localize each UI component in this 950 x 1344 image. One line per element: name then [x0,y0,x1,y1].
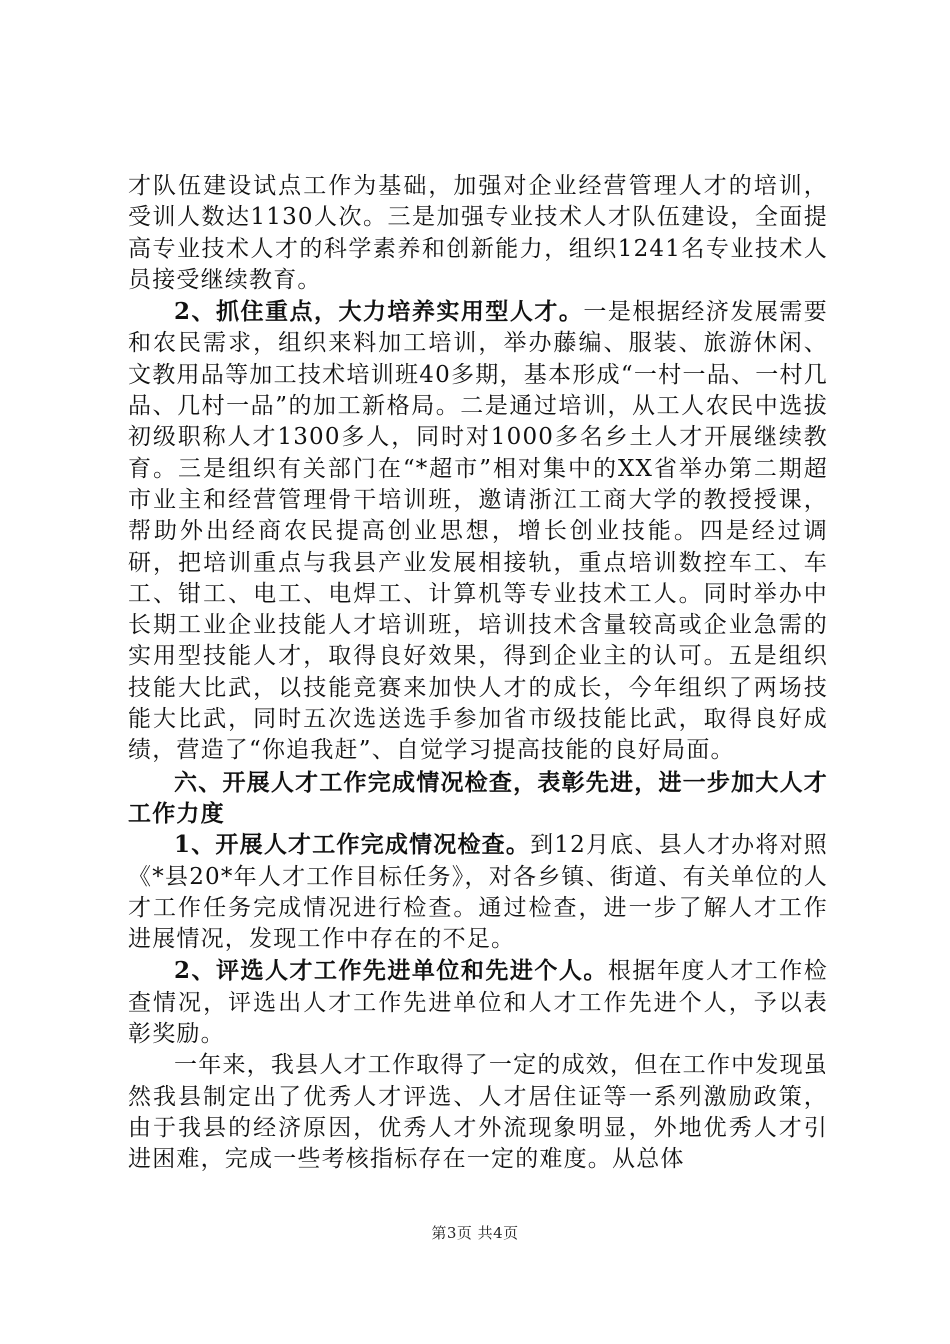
paragraph-text: 到12月底、县人才办将对照《*县20*年人才工作目标任务》，对各乡镇、街道、有关单位的人才工作任务完成情况进行检查。通过检查，进一步了解人才工作进展情况，发现工作中存在的不足。 [128,832,828,953]
paragraph-summary [128,1050,828,1175]
paragraph-practical-talent [128,296,828,766]
section-heading-six: 六、开展人才工作完成情况检查，表彰先进，进一步加大人才工作力度 [128,768,828,827]
paragraph-awards [128,955,828,1050]
paragraph-text: 根据年度人才工作检查情况，评选出人才工作先进单位和人才工作先进个人，予以表彰奖励。 [128,958,828,1048]
paragraph-lead: 1、开展人才工作完成情况检查。 [174,831,531,859]
document-body [128,171,828,1176]
paragraph-text: 才队伍建设试点工作为基础，加强对企业经营管理人才的培训，受训人数达1130人次。三是加强专业技术人才队伍建设，全面提高专业技术人才的科学素养和创新能力，组织1241名专业技术人员接受继续教育。 [128,173,828,293]
page-number-footer: 第3页 共4页 [431,1224,519,1242]
paragraph-text: 一是根据经济发展需要和农民需求，组织来料加工培训，举办藤编、服装、旅游休闲、文教用品等加工技术培训班40多期，基本形成“一村一品、一村几品、几村一品”的加工新格局。二是通过培训，从工人农民中选拔初级职称人才1300多人，同时对1000多名乡土人才开展继续教育。三是组织有关部门在“*超市”相对集中的XX省举办第二期超市业主和经营管理骨干培训班，邀请浙江工商大学的教授授课，帮助外出经商农民提高创业思想，增长创业技能。四是经过调研，把培训重点与我县产业发展相接轨，重点培训数控车工、车工、钳工、电工、电焊工、计算机等专业技术工人。同时举办中长期工业企业技能人才培训班，培训技术含量较高或企业急需的实用型技能人才，取得良好效果，得到企业主的认可。五是组织技能大比武，以技能竞赛来加快人才的成长，今年组织了两场技能大比武，同时五次选送选手参加省市级技能比武，取得良好成绩，营造了“你追我赶”、自觉学习提高技能的良好局面。 [128,299,829,764]
paragraph-continued [128,171,828,296]
paragraph-lead: 2、抓住重点，大力培养实用型人才。 [174,298,584,326]
paragraph-text: 一年来，我县人才工作取得了一定的成效，但在工作中发现虽然我县制定出了优秀人才评选、人才居住证等一系列激励政策，由于我县的经济原因，优秀人才外流现象明显，外地优秀人才引进困难，完成一些考核指标存在一定的难度。从总体 [128,1052,828,1173]
paragraph-inspection [128,829,828,955]
paragraph-lead: 2、评选人才工作先进单位和先进个人。 [174,957,608,985]
